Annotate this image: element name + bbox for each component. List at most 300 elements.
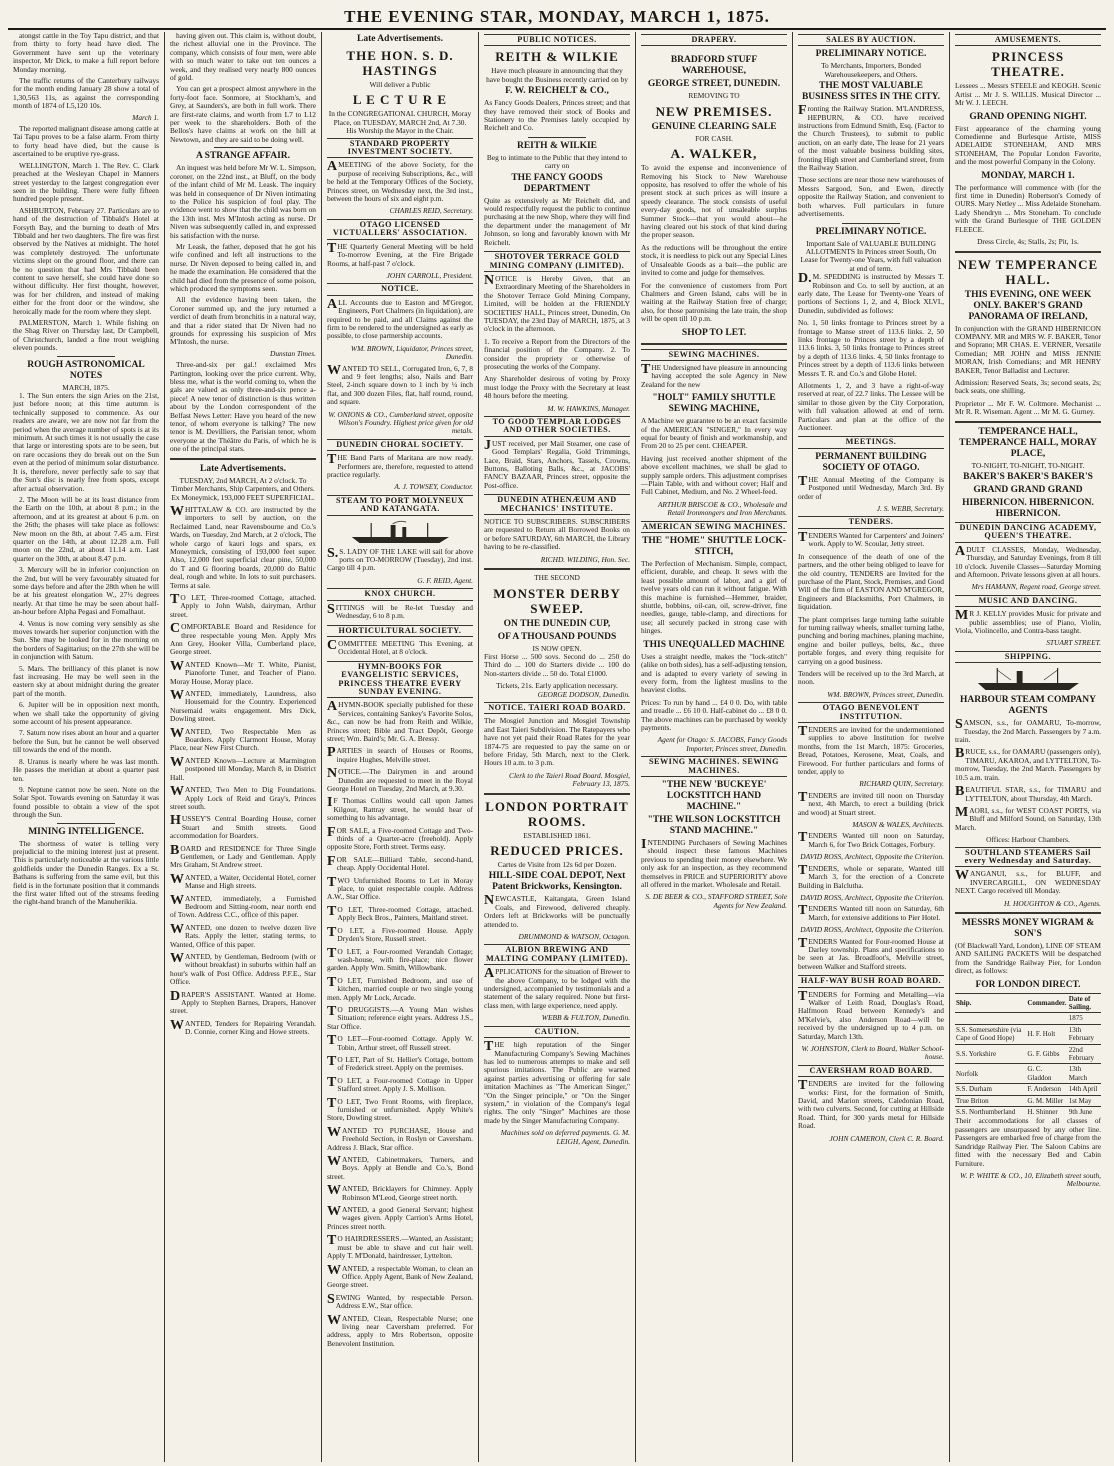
ad-line: ESTABLISHED 1861. bbox=[523, 830, 591, 840]
column-2-news bbox=[164, 32, 321, 1462]
advertisement: As the reductions will be throughout the entire stock, it is needless to pick out any Special Lines of Unsaleable Goods as a bait—the public are invited to come and judge for themselves. bbox=[641, 242, 787, 278]
advertisement: In consequence of the death of one of the partners, and the other being obliged to leave for the old country, TENDERS are Invited for the purchase of the Plant, Stock, Premises, and Good Will of the firm of EASTON AND M'GREGOR, Engineers and Blacksmiths, Port Chalmers, in liquidation. bbox=[798, 551, 944, 612]
ad-signature: RICHARD QUIN, Secretary. bbox=[859, 779, 944, 789]
ad-signature: W. ONIONS & CO., Cumberland street, opposite Wilson's Foundry. Highest price given for old metals. bbox=[328, 409, 473, 436]
steamship-icon bbox=[970, 666, 1087, 692]
ad-signature: Clerk to the Taieri Road Board. Mosgiel, February 13, 1875. bbox=[509, 770, 630, 789]
ad-heading: STEAM TO PORT MOLYNEUX AND KATANGATA. bbox=[327, 495, 473, 516]
ad-heading: HYMN-BOOKS FOR EVANGELISTIC SERVICES, PRINCESS THEATRE EVERY SUNDAY EVENING. bbox=[327, 661, 473, 699]
ad-signature: W. P. WHITE & CO., 10, Elizabeth street south, Melbourne. bbox=[960, 1170, 1101, 1189]
ad-line: Offices: Harbour Chambers. bbox=[986, 835, 1070, 845]
ad-line: Beg to intimate to the Public that they intend to carry on bbox=[486, 152, 628, 171]
ad-heading: TEMPERANCE HALL, TEMPERANCE HALL, MORAY PLACE, bbox=[959, 426, 1097, 459]
ad-heading: OTAGO LICENSED VICTUALLERS' ASSOCIATION. bbox=[327, 219, 473, 240]
ad-heading: THE "HOME" SHUTTLE LOCK-STITCH, bbox=[642, 536, 786, 558]
ad-heading: THIS EVENING, ONE WEEK ONLY. BAKER'S GRAND PANORAMA OF IRELAND, bbox=[964, 289, 1092, 322]
advertisement: NOTICE TO SUBSCRIBERS. SUBSCRIBERS are requested to Return all Borrowed Books on or before SATURDAY, 6th MARCH, the Library having to be re-classified. bbox=[484, 517, 630, 552]
ad-heading: PERMANENT BUILDING SOCIETY OF OTAGO. bbox=[815, 451, 927, 473]
ad-heading: REDUCED PRICES. bbox=[490, 843, 624, 858]
section-title-late-ads: Late Advertisements. bbox=[356, 34, 443, 44]
section-title-meetings: MEETINGS. bbox=[798, 436, 944, 448]
sailing-schedule-table bbox=[955, 993, 1101, 1118]
news-paragraph: All the evidence having been taken, the Coroner summed up, and the jury returned a verdict of death from bronchitis in a natural way, and that a rider stated that Dr Niven had no grounds for expressing his suspicion of Mrs M'Intosh, the nurse. bbox=[170, 295, 316, 347]
advertisement: MAORI, s.s., for WEST COAST PORTS, via Bluff and Milford Sound, on Saturday, 13th March. bbox=[955, 804, 1101, 832]
ad-heading: LONDON PORTRAIT ROOMS. bbox=[485, 798, 629, 829]
ad-heading: PRELIMINARY NOTICE. bbox=[815, 49, 927, 60]
ad-line: Tickets, 21s. Early application necessary. bbox=[496, 681, 618, 691]
ad-heading: TO GOOD TEMPLAR LODGES AND OTHER SOCIETIES. bbox=[484, 416, 630, 437]
news-paragraph: The reported malignant disease among cattle at Tai Tapu proves to be a false alarm. From thirty to forty head have died, but the cause is ascertained to be eruptive rye-grass. bbox=[13, 124, 159, 159]
advertisement: First Horse ... 500 sovs. Second do ... 250 do Third do ... 100 do Starters divide ... 100 do Non-starters divide ... 50 do. Total £1000. bbox=[484, 651, 630, 678]
steamship-icon bbox=[342, 519, 459, 545]
advertisement: Having just received another shipment of the above excellent machines, we shall be glad to supply sample orders. This adjustment comprises—Plain Table, with and without cover; Half and Full Cabinet, Medium, and No. 2 Wheel-feed. bbox=[641, 453, 787, 497]
advertisement: AMEETING of the above Society, for the purpose of receiving Subscriptions, &c., will be held at the Temporary Offices of the Society, Princes street, on Wednesday next, the 3rd inst., between the hours of six and eight p.m. bbox=[327, 159, 473, 204]
ad-heading: NOTICE. TAIERI ROAD BOARD. bbox=[484, 702, 630, 714]
ad-heading: GEORGE STREET, DUNEDIN. bbox=[647, 79, 781, 90]
ad-heading: BRADFORD STUFF WAREHOUSE, bbox=[670, 55, 758, 77]
ad-line: Have much pleasure in announcing that they have bought the Business recently carried on by bbox=[486, 66, 628, 84]
advertisement: The performance will commence with (for the first time in Dunedin) Robertson's Comedy of OURS. Mary Netley ... Miss Adelaide Stoneham. Lady Shendryn ... Mrs Stoneham. To conclude with the Grand Burlesque of THE GOLDEN FLEECE. bbox=[955, 182, 1101, 234]
divider bbox=[170, 458, 316, 460]
section-title-shipping: SHIPPING. bbox=[955, 651, 1101, 663]
ad-heading: THIS UNEQUALLED MACHINE bbox=[643, 639, 785, 650]
advertisement: Proprietor ... Mr F. W. Coltmore. Mechanist ... Mr R. R. Wiseman. Agent ... Mr M. G. Gurney. bbox=[955, 398, 1101, 417]
advertisement: The Mosgiel Junction and Mosgiel Township and East Taieri Subdivision. The Ratepayers who have not yet paid their Road Rates for the year 1874-75 are requested to pay the same on or before Friday, 5th March, next to the Clerk. Hours 10 a.m. to 3 p.m. bbox=[484, 716, 630, 768]
advertisement: TO LET—Four-roomed Cottage. Apply W. Tobin, Arthur street, off Russell street. bbox=[327, 1033, 473, 1052]
ad-heading: HORTICULTURAL SOCIETY. bbox=[327, 625, 473, 637]
news-paragraph: 6. Jupiter will be in opposition next month, when we shall take the opportunity of giving some account of his present appearance. bbox=[13, 700, 159, 727]
advertisement: WHITTALAW & CO. are instructed by the importers to sell by auction, on the Reclaimed Land, near Ravensbourne and Co.'s Wards, on Tuesday, 2nd March, at 2 o'clock, The whole cargo of kauri logs and spars, ex Moneymick, consisting of 193,000 feet super. Also, 12,000 feet superficial clear pine, 50,000 do T and G flooring boards, 20,000 do Baltic deal, rough and white. In lots to suit purchasers. Terms at sale. bbox=[170, 503, 316, 590]
ad-heading: "THE NEW 'BUCKEYE' LOCKSTITCH HAND MACHINE." bbox=[661, 779, 767, 812]
advertisement: WANTED, Two Men to Dig Foundations. Apply Lock of Reid and Gray's, Princes street south. bbox=[170, 784, 316, 811]
column-container bbox=[8, 32, 1106, 1462]
column-4-public-notices bbox=[478, 32, 635, 1462]
ad-signature: GEORGE DODSON, Dunedin. bbox=[537, 689, 630, 699]
table-cell: True Briton bbox=[955, 1095, 1026, 1106]
advertisement: BEAUTIFUL STAR, s.s., for TIMARU and LYTTELTON, about Thursday, 4th March. bbox=[955, 784, 1101, 803]
news-paragraph: having given out. This claim is, without doubt, the richest alluvial one in the Province. The company, which consists of four men, were able with so much water to take out ten ounces a week, and they realised very nearly 800 ounces of gold. bbox=[170, 32, 316, 83]
ad-signature: G. F. REID, Agent. bbox=[417, 575, 473, 585]
ad-heading: SEWING MACHINES. SEWING MACHINES. bbox=[641, 756, 787, 777]
advertisement: TENDERS are invited for the following works: First, for the formation of Smith, David, and Marion streets, Caledonian Road, with two culverts. Second, for cutting at Hillside Road. Third, for 300 yards metal for Hillside Road. bbox=[798, 1078, 944, 1131]
ad-signature: A. J. TOWSEY, Conductor. bbox=[394, 482, 473, 492]
article-title-astronomical: ROUGH ASTRONOMICAL NOTES bbox=[27, 359, 145, 381]
advertisement: TENDERS, whole or separate, Wanted till March 3, for the erection of a Concrete Building in Balclutha. bbox=[798, 862, 944, 890]
news-paragraph: 1. The Sun enters the sign Aries on the 21st, just before noon; at this time autumn is technically supposed to commence. As our readers are aware, we are now not far from the period when the average number of spots is at its minimum. At such times it is not usually the case that large or interesting spots are to be seen, but on rare occasions they do break out on the Sun even at the period of minimum solar disturbance. It is, therefore, never perfectly safe to say that the Sun's disc is nearly free from spots, except after actual observation. bbox=[13, 391, 159, 493]
advertisement: D.M. SPEDDING is instructed by Messrs T. Robinson and Co. to sell by auction, at an early date, The Lease for Twenty-one Years of portions of Sections 1, 2, and 4, Block XLVI., Dunedin, subdivided as follows: bbox=[798, 271, 944, 315]
table-row bbox=[955, 1084, 1101, 1095]
ad-signature: DRUMMOND & WATSON, Octagon. bbox=[518, 932, 630, 942]
advertisement: INTENDING Purchasers of Sewing Machines should inspect these famous Machines previous to spending their money elsewhere. We only ask for an inspection, as they recommend themselves in PRICE and SUPERIORITY above all offered in the market. Wholesale and Retail. bbox=[641, 836, 787, 889]
ad-heading: STANDARD PROPERTY INVESTMENT SOCIETY. bbox=[327, 138, 473, 159]
ad-heading: ALBION BREWING AND MALTING COMPANY (LIMITED). bbox=[484, 944, 630, 965]
dateline: MARCH, 1875. bbox=[62, 382, 110, 392]
advertisement: Lessees ... Messrs STEELE and KEOGH. Scenic Artist ... Mr J. S. WILLIS. Musical Director ... Mr W. J. LEECH. bbox=[955, 81, 1101, 108]
ad-heading: A. WALKER, bbox=[670, 146, 758, 162]
article-title-mining: MINING INTELLIGENCE. bbox=[28, 826, 144, 837]
advertisement: TENDERS Wanted till noon on Saturday, 6th March, for extensive additions to Pier Hotel. bbox=[798, 903, 944, 922]
divider bbox=[528, 137, 586, 138]
news-paragraph: Three-and-six per gal.! exclaimed Mrs Partington, looking over the price current. Why, bless me, what is the world coming to, when the gals are valued as only three-and-six pence a-piece! A new tenor of distinction is thus written about by the London correspondent of the Belfast News Letter: Have you heard of the new tenor, of whom everyone is talking? The new tenor is M. Devilliers, the Parisian tenor, whom everyone at the Théâtre du Paris, of which he is one of the principal stars. bbox=[170, 360, 316, 454]
advertisement: A Machine we guarantee to be an exact facsimile of the AMERICAN "SINGER," In every way equal for beauty of finish and workmanship, and From 20 to 25 per cent. CHEAPER. bbox=[641, 416, 787, 451]
advertisement: Those sections are near those new warehouses of Messrs Sargood, Son, and Ewen, directly opposite the Railway Station, and convenient to both wharves. Full particulars in future advertisements. bbox=[798, 175, 944, 219]
ad-signature: JOHN CAMERON, Clerk C. R. Board. bbox=[829, 1133, 944, 1143]
advertisement: ALL Accounts due to Easton and M'Gregor, Engineers, Port Chalmers (in liquidation), are required to be paid, and all Claims against the firm to be rendered to the undersigned as early as possible, to close partnership accounts. bbox=[327, 296, 473, 341]
table-cell: 1st May bbox=[1068, 1095, 1101, 1106]
ad-heading: GENUINE CLEARING SALE bbox=[651, 121, 777, 132]
news-paragraph: PALMERSTON, March 1. While fishing on the Shag River on Thursday last, Dr Campbell, of Christchurch, landed a fine trout weighing eleven pounds. bbox=[13, 318, 159, 353]
ad-heading: BAKER'S BAKER'S BAKER'S bbox=[963, 471, 1093, 482]
table-row bbox=[955, 1044, 1101, 1064]
advertisement: TO LET, Three-roomed Cottage, attached. Apply Beck Bros., Painters, Maitland street. bbox=[327, 903, 473, 923]
ad-heading: GRAND OPENING NIGHT. bbox=[969, 111, 1087, 122]
section-title-public-notices: PUBLIC NOTICES. bbox=[484, 34, 630, 46]
advertisement: First appearance of the charming young Comedienne and Burlesque Artiste, MISS ADELAIDE STONEHAM, AND MRS STONEHAM, The Popular London Favorite, and the most powerful Company in the Colony. bbox=[955, 123, 1101, 167]
table-cell: 13th February bbox=[1068, 1024, 1101, 1044]
advertisement: IF Thomas Collins would call upon James Kilgour, Rattray street, he would hear of something to his advantage. bbox=[327, 795, 473, 823]
advertisement: TENDERS for Forming and Metalling—via Walker of Leith Road, Douglas's Road, Halfmoon Road between Kennedy's and M'Kelvie's, also Anderson Road—will be received by the undersigned up to 4 p.m. on Saturday, March 13th. bbox=[798, 988, 944, 1041]
ad-line: Dress Circle, 4s; Stalls, 2s; Pit, 1s. bbox=[977, 237, 1079, 247]
ad-signature: WEBB & FULTON, Dunedin. bbox=[541, 1013, 630, 1023]
section-title-drapery: DRAPERY. bbox=[641, 34, 787, 46]
ad-heading: FOR LONDON DIRECT. bbox=[975, 979, 1081, 990]
advertisement: The plant comprises large turning lathe suitable for turning railway wheels, smaller turning lathe, punching and boring machines, planing machine, engine and boiler pulleys, belts, &c., three portable forges, and every thing requisite for carrying on a good business. bbox=[798, 614, 944, 666]
ad-line: His Worship the Mayor in the Chair. bbox=[346, 126, 454, 136]
advertisement: TO HAIRDRESSERS.—Wanted, an Assistant; must be able to shave and cut hair well. Apply T. M'Donald, hairdresser, Lyttelton. bbox=[327, 1233, 473, 1261]
advertisement: As Fancy Goods Dealers, Princes street; and that they have removed their stock of Books and Stationery to the Premises lately occupied by Reichelt and Co. bbox=[484, 98, 630, 133]
advertisement: MR J. KELLY provides Music for private and public assemblies; use of Piano, Violin, Viola, Violincello, and Contra-bass taught. bbox=[955, 608, 1101, 636]
ad-heading: DUNEDIN CHORAL SOCIETY. bbox=[327, 439, 473, 451]
section-title-sewing: SEWING MACHINES. bbox=[641, 349, 787, 361]
advertisement: PARTIES in search of Houses or Rooms, inquire Hughes, Melville street. bbox=[327, 745, 473, 764]
ad-heading: CAVERSHAM ROAD BOARD. bbox=[798, 1065, 944, 1077]
column-1-news bbox=[8, 32, 164, 1462]
table-year: 1875 bbox=[1068, 1013, 1101, 1024]
divider bbox=[214, 147, 272, 148]
advertisement: WANTED TO SELL, Corrugated Iron, 6, 7, 8 and 9 feet lengths; also, Nails and Barr Steel, 2-inch square down to 1 inch by ¼ inch flat, and 300 dozen Files, flat, half round, round, and square. bbox=[327, 362, 473, 407]
ad-heading: REITH & WILKIE bbox=[495, 49, 619, 65]
advertisement: SEWING Wanted, by respectable Person. Address E.W., Star office. bbox=[327, 1291, 473, 1311]
advertisement: THE Undersigned have pleasure in announcing having accepted the sole Agency in New Zealand for the new bbox=[641, 361, 788, 389]
table-cell: Norfolk bbox=[955, 1064, 1026, 1084]
advertisement: WANTED Known—Lecture at Marmington postponed till Monday, March 8, in District Hall. bbox=[170, 754, 316, 782]
advertisement: NOTICE is Hereby Given, that an Extraordinary Meeting of the Shareholders in the Shotover Terrace Gold Mining Company, Limited, will be holden at the FRIENDLY SOCIETIES' HALL, Princes street, Dunedin, On TUESDAY, the 23rd Day of MARCH, 1875, at 3 o'clock in the afternoon. bbox=[484, 272, 630, 334]
ad-signature: CHARLES REID, Secretary. bbox=[389, 206, 473, 216]
divider bbox=[641, 343, 787, 345]
advertisement: WANTED, by Gentleman, Bedroom (with or without breakfast) in suburbs within half an hour's walk of Post Office. Address P.F.E., Star Office. bbox=[170, 951, 316, 987]
column-7-amusements-shipping bbox=[949, 32, 1106, 1462]
advertisement: TO LET, Two Front Rooms, with fireplace, furnished or unfurnished. Apply White's Store, Dowling street. bbox=[327, 1095, 473, 1123]
advertisement: No. 1, 50 links frontage to Princes street by a frontage to Manse street of 113.6 links. 2, 50 links frontage to Princes street by a depth of 113.6 links. 3, 50 links frontage to Princes street by a depth of 113.6 links. 4, 50 links frontage to Princes street by a depth of 113.6 links between Messrs T. R. and Co.'s and Globe Hotel. bbox=[798, 318, 944, 378]
news-paragraph: ASHBURTON, February 27. Particulars are to hand of the destruction of Tibbald's Hotel at Forsyth Bay, and the burning to death of Mrs Tibbald and her two daughters. The fire was first observed by the Natives at midnight. The hotel was completely destroyed. The unfortunate victims slept on the ground floor, and there can be no question that had Mrs Tibbald been content to save herself, she could have done so without difficulty. Her first thought, however, was for her children, and instead of making either for the front door or the window, she heroically made for the room where they slept. bbox=[13, 205, 159, 316]
news-paragraph: You can get a prospect almost anywhere in the forty-foot face. Sonmore, at Stockham's, and Grey, at Saunders's, are both in full work. There are first-rate claims, and worth from L7 to L12 per week to the shareholders. Both of the Bellos's have claims at work on the hill at Newtown, and they are said to be doing well. bbox=[170, 84, 316, 144]
table-cell: G. C. Gladdon bbox=[1026, 1064, 1067, 1084]
advertisement: SITTINGS will be Re-let Tuesday and Wednesday, 6 to 8 p.m. bbox=[327, 601, 473, 621]
advertisement: To avoid the expense and inconvenience of Removing his Stock to New Warehouse opposite, has resolved to offer the whole of his present stock at such prices as will insure a speedy clearance. The stock consists of useful every-day goods, not of unsaleable surplus Summer Stock—that you would about—he having cleared out his stock of that kind during the proper season. bbox=[641, 163, 787, 240]
ad-heading: CAUTION. bbox=[484, 1026, 630, 1038]
advertisement: FOR SALE, a Five-roomed Cottage and Two-thirds of a Quarter-acre (freehold). Apply opposite Store, Forth street. Terms easy. bbox=[327, 824, 473, 852]
ad-heading: PRELIMINARY NOTICE. bbox=[815, 226, 927, 237]
divider bbox=[842, 223, 900, 224]
ad-line: In the CONGREGATIONAL CHURCH, Moray Place, on TUESDAY, MARCH 2nd, At 7.30. bbox=[328, 109, 472, 127]
ad-signature: ARTHUR BRISCOE & CO., Wholesale and Retail Ironmongers and Iron Merchants. bbox=[657, 499, 787, 518]
table-cell: G. M. Miller bbox=[1026, 1095, 1067, 1106]
news-paragraph: 2. The Moon will be at its least distance from the Earth on the 10th, at about 8 p.m.; in the afternoon, and at its greatest at about 6 p.m. on the 26th; the phases will take place as follows: New moon on the 8th, at about 7.45 a.m. First quarter on the 14th, at about 12.28 a.m. Full moon on the 22nd, at about 11.14 a.m. Last quarter on the 30th, at about 8.47 p.m. bbox=[13, 494, 159, 563]
advertisement: THE Annual Meeting of the Company is Postponed until Wednesday, March 3rd. By order of bbox=[798, 473, 944, 501]
table-cell: H. F. Holt bbox=[1026, 1024, 1067, 1044]
news-paragraph: atongst cattle in the Toy Tapu district, and that from thirty to forty head have died. The Government have sent up the veterinary inspector, Mr Dick, to make a full report before Monday morning. bbox=[13, 32, 159, 74]
advertisement: Quite as extensively as Mr Reichelt did, and would respectfully request the public to continue purchasing at the new Shop, where they will find the department under the management of Mr Johnson, so long and favorably known with Mr Reichelt. bbox=[484, 195, 630, 247]
ad-heading: ON THE DUNEDIN CUP, bbox=[503, 618, 611, 629]
column-6-auctions bbox=[792, 32, 949, 1462]
table-row bbox=[955, 1024, 1101, 1044]
news-paragraph: Mr Leask, the father, deposed that he got his wife confined and left all instructions to the nurse. Dr Niven deposed to being called in, and he made the examination. He considered that the child had died from the presence of some poison, which produced the symptoms seen. bbox=[170, 241, 316, 293]
ad-heading: L E C T U R E bbox=[352, 92, 448, 108]
news-paragraph: An inquest was held before Mr W. L. Simpson, coroner, on the 22nd inst., at Bluff, on the body of the infant child of Mr M. Leask. The inquiry was held in consequence of Dr Niven intimating to the Police his suspicion of foul play. The evidence went to show that the child was born on the 13th inst. Mrs M'Intosh acting as nurse. Dr Niven was subsequently called in, and expressed his satisfaction with the nurse. bbox=[170, 163, 316, 240]
ad-signature: WM. BROWN, Princes street, Dunedin. bbox=[827, 689, 944, 699]
article-title-strange-affair: A STRANGE AFFAIR. bbox=[195, 151, 291, 162]
advertisement: S.S. LADY OF THE LAKE will sail for above ports on TO-MORROW (Tuesday), 2nd inst. Cargo till 4 p.m. bbox=[327, 545, 473, 573]
ad-heading: OTAGO BENEVOLENT INSTITUTION. bbox=[798, 702, 944, 723]
table-cell: H. Shinner bbox=[1026, 1107, 1067, 1118]
advertisement: COMMITTEE MEETING This Evening, at Occidental Hotel, at 8 o'clock. bbox=[327, 637, 473, 657]
advertisement: BOARD and RESIDENCE for Three Single Gentlemen, or Lady and Gentleman. Apply Mrs Graham, St Andrew street. bbox=[170, 842, 316, 870]
ad-heading: AMERICAN SEWING MACHINES. bbox=[641, 521, 787, 533]
news-paragraph: 5. Mars. The brilliancy of this planet is now fast increasing. He may be well seen in the eastern sky at about midnight during the greater part of the month. bbox=[13, 663, 159, 698]
dateline: March 1. bbox=[132, 112, 159, 122]
ad-heading: F. W. REICHELT & CO., bbox=[505, 86, 609, 97]
advertisement: AHYMN-BOOK specially published for these Services, containing Sankey's Favorite Solos, &c., can now be had from Reith and Wilkie, Princes street; Bible and Tract Depôt, George street; Wm. Baird's; Mr. G. A. Bressy. bbox=[327, 699, 473, 743]
advertisement: WANTED, a respectable Woman, to clean an Office. Apply Agent, Bank of New Zealand, George street. bbox=[327, 1262, 473, 1290]
ad-signature: J. S. WEBB, Secretary. bbox=[876, 504, 944, 514]
news-paragraph: 8. Uranus is nearly where he was last month. He passes the meridian at about a quarter past ten. bbox=[13, 756, 159, 783]
ad-signature: WM. BROWN, Liquidator, Princes street, Dunedin. bbox=[350, 343, 473, 362]
section-title-tenders: TENDERS. bbox=[798, 516, 944, 528]
ad-heading: "THE WILSON LOCKSTITCH STAND MACHINE." bbox=[647, 814, 781, 836]
table-cell: 22nd February bbox=[1068, 1044, 1101, 1064]
ad-heading: HALF-WAY BUSH ROAD BOARD. bbox=[798, 975, 944, 987]
advertisement: For the convenience of customers from Port Chalmers and Green Island, cabs will be in waiting at the Railway Station free of charge; also, for those patronising the late train, the shop will be open till 10 p.m. bbox=[641, 280, 787, 324]
advertisement: TENDERS Wanted for Carpenters' and Joiners' work. Apply to W. Scoular, Jetty street. bbox=[798, 529, 944, 549]
ad-signature: STUART STREET. bbox=[1046, 638, 1101, 648]
column-3-late-ads bbox=[321, 32, 478, 1462]
advertisement: WANTED, immediately, Laundress, also Housemaid for the Country. Experienced Nursemaid waits engagement. Mrs Dick, Dowling street. bbox=[170, 688, 316, 724]
ad-heading: REITH & WILKIE bbox=[516, 140, 598, 151]
ad-heading: SHOP TO LET. bbox=[681, 327, 747, 338]
news-paragraph: 9. Neptune cannot now be seen. Note on the Solar Spot. Towards evening on Saturday it was found possible to obtain a view of the spot through the Sun. bbox=[13, 784, 159, 820]
advertisement: APPLICATIONS for the situation of Brewer to the above Company, to be lodged with the undersigned, accompanied by testimonials and a statement of the salary required. None but first-class men, with large experience, need apply. bbox=[484, 966, 630, 1010]
advertisement: In conjunction with the GRAND HIBERNICON COMPANY. MR and MRS W. F. BAKER, Tenor and Soprano; MR CHAS. E. VERNER, Versatile Comedian; MR JOHN and MISS JENNIE MORAN, Irish Comedians; and MR HENRY BAKER, Tenor Balladist and Lecturer. bbox=[955, 323, 1101, 375]
ad-heading: MESSRS MONEY WIGRAM & SON'S bbox=[961, 917, 1095, 939]
ad-line: Cartes de Visite from 12s 6d per Dozen. bbox=[497, 860, 617, 869]
advertisement: TO LET, Furnished Bedroom, and use of kitchen, married couple or two single young men. Apply Mr Lock, Arcade. bbox=[327, 974, 473, 1002]
news-paragraph: The traffic returns of the Canterbury railways for the month ending January 28 show a total of 1,30,563 11s, as against the corresponding month of 1874 of L5,120 10s. bbox=[13, 76, 159, 111]
ad-signature: Machines sold on deferred payments. G. M. LEIGH, Agent, Dunedin. bbox=[500, 1128, 630, 1146]
ad-signature: Mrs HAMANN, Regent road, George street. bbox=[971, 582, 1101, 592]
table-row bbox=[955, 1095, 1101, 1106]
advertisement: WANTED, Two Respectable Men as Boarders. Apply Clarmont House, Moray Place, near New First Church. bbox=[170, 725, 316, 753]
advertisement: HUSSEY'S Central Boarding House, corner Stuart and Smith streets. Good accommodation for Boarders. bbox=[170, 813, 316, 841]
advertisement: NEWCASTLE, Kaitangata, Green Island Coals, and Firewood, delivered cheaply. Orders left at Brickworks will be punctually attended to. bbox=[484, 893, 630, 929]
masthead-title: THE EVENING STAR, MONDAY, MARCH 1, 1875. bbox=[8, 6, 1106, 30]
ad-heading: HILL-SIDE COAL DEPOT, Next Patent Brickworks, Kensington. bbox=[488, 871, 626, 893]
advertisement: WANTED, Bricklayers for Chimney. Apply Robinson M'Leod, George street north. bbox=[327, 1183, 473, 1202]
advertisement: The Perfection of Mechanism. Simple, compact, efficient, durable, and cheap. It sews with the least possible amount of labor, and a girl of twelve years old can run it without fatigue. With this machine is furnished—Hemmer, braider, shuttle, bobbins, oil-can, oil, screw-driver, fine needles, gauge, table-clamp, and directions for use; all securely packed in strong case with hinges. bbox=[641, 559, 787, 636]
table-cell: 9th June bbox=[1068, 1107, 1101, 1118]
ad-heading: THE FANCY GOODS DEPARTMENT bbox=[511, 172, 603, 194]
table-cell: 13th March bbox=[1068, 1064, 1101, 1084]
ad-heading: "HOLT" FAMILY SHUTTLE SEWING MACHINE, bbox=[652, 393, 776, 415]
advertisement: Fronting the Railway Station. M'LANDRESS, HEPBURN, & CO. have received instructions from Edmund Smith, Esq. (Factor to the Church Trustees), to submit to public auction, on an early date, The lease for 21 years of the most valuable business building sites, fronting High street and Cumberland street, from the Railway Station. bbox=[798, 103, 944, 173]
news-paragraph: 7. Saturn now rises about an hour and a quarter before the Sun, but he cannot be well observed till towards the end of the month. bbox=[13, 728, 159, 755]
ad-heading: KNOX CHURCH. bbox=[327, 588, 473, 600]
advertisement: Allotments 1, 2, and 3 have a right-of-way reserved at rear, of 22.7 links. The Lessee will be similar to those given by the City Corporation, with full valuation allowed at end of term. Particulars and plan at the office of the Auctioneer. bbox=[798, 381, 944, 433]
advertisement: THE Band Parts of Maritana are now ready. Performers are, therefore, requested to attend practice regularly. bbox=[327, 452, 473, 480]
ad-signature: DAVID ROSS, Architect, Opposite the Criterion. bbox=[800, 852, 944, 862]
ad-line: Important Sale of VALUABLE BUILDING ALLOTMENTS In Princes street South, On Lease for Twenty-one Years, with full valuation at end of term. bbox=[800, 238, 942, 273]
table-header: Commander. bbox=[1026, 993, 1067, 1013]
table-cell: S.S. Northumberland bbox=[955, 1107, 1026, 1118]
advertisement: FOR SALE—Billiard Table, second-hand, cheap. Apply Occidental Hotel. bbox=[327, 853, 473, 873]
advertisement: WANTED, Clean, Respectable Nurse; one living near Caversham preferred. For address, apply to Mrs Robertson, opposite Benevolent Institution. bbox=[327, 1312, 473, 1348]
advertisement: WANTED Known—Mr T. White, Pianist, Pianoforte Tuner, and Teacher of Piano. Moray House, Moray place. bbox=[170, 658, 316, 686]
advertisement: COMFORTABLE Board and Residence for three respectable young Men. Apply Mrs Ann Grey, Hooker Villa, Cumberland place, George street. bbox=[170, 621, 316, 657]
ad-heading: PRINCESS THEATRE. bbox=[991, 49, 1065, 80]
advertisement: WANTED, immediately, a Furnished Bedroom and Sitting-room, near north end of Town. Address C.C., office of this paper. bbox=[170, 892, 316, 920]
ad-heading: OF A THOUSAND POUNDS bbox=[497, 631, 617, 642]
ad-heading: NEW TEMPERANCE HALL. bbox=[957, 256, 1099, 287]
advertisement: TO LET, Part of St. Hellier's Cottage, bottom of Frederick street. Apply on the premises. bbox=[327, 1053, 473, 1073]
column-5-drapery bbox=[635, 32, 792, 1462]
ad-signature: M. W. HAWKINS, Manager. bbox=[547, 403, 630, 413]
ad-signature: S. DE BEER & CO., STAFFORD STREET, Sole Agents for New Zealand. bbox=[645, 892, 787, 910]
table-cell: S.S. Durham bbox=[955, 1084, 1026, 1095]
ad-heading: MUSIC AND DANCING. bbox=[955, 595, 1101, 607]
advertisement: TENDERS are invited till noon on Thursday next, 4th March, to erect a building (brick and wood) at Stuart street. bbox=[798, 789, 944, 817]
divider bbox=[955, 251, 1101, 253]
ad-heading: MONDAY, MARCH 1. bbox=[981, 170, 1075, 181]
table-cell: F. Anderson bbox=[1026, 1084, 1067, 1095]
advertisement: TO LET, Three-roomed Cottage, attached. Apply to John Walsh, dairyman, Arthur street. bbox=[170, 591, 316, 619]
ad-signature: RICHD. WILDING, Hon. Sec. bbox=[540, 554, 630, 564]
table-cell: S.S. Somersetshire (via Cape of Good Hope) bbox=[955, 1024, 1026, 1044]
divider bbox=[955, 421, 1101, 423]
ad-heading: SOUTHLAND STEAMERS Sail every Wednesday and Saturday. bbox=[955, 847, 1101, 868]
advertisement: Their accommodations for all classes of passengers are unsurpassed by any other line. Passengers are embarked free of charge from the Sandridge Railway Pier. The Saloon Cabins are fitted with the necessary Bed and Cabin Furniture. bbox=[955, 1116, 1101, 1168]
advertisement: Tenders will be received up to the 3rd March, at noon. bbox=[798, 668, 944, 687]
table-row bbox=[955, 1064, 1101, 1084]
ad-line: FOR CASH. bbox=[695, 133, 733, 143]
ad-heading: DUNEDIN DANCING ACADEMY, QUEEN'S THEATRE. bbox=[955, 522, 1101, 543]
advertisement: WANTED, Tenders for Repairing Verandah. D. Connie, corner King and Howe streets. bbox=[170, 1017, 316, 1037]
table-cell: 14th April bbox=[1068, 1084, 1101, 1095]
news-paragraph: The shortness of water is telling very prejudicial to the mining interest just at present. This is particularly noticeable at the various little goldfields under the Dunedin Ranges. Ex a St. Bathans is suffering from the same evil, but this field is in the fortunate position that it commands the first water lifted out of the streams feeding the right-hand branch of the Manuherikia. bbox=[13, 838, 159, 907]
advertisement: TO DRUGGISTS.—A Young Man wishes Situation; reference eight years. Address J.S., Star Office. bbox=[327, 1003, 473, 1031]
table-cell: S.S. Yorkshire bbox=[955, 1044, 1026, 1064]
advertisement: JUST received, per Mail Steamer, one case of Good Templars' Regalia, Gold Trimmings, Lace, Braid, Stars, Anchors, Tassels, Crowns, Buttons, Balloting Balls, &c., at JACOBS' FANCY BAZAAR, Princes street, opposite the Post-office. bbox=[484, 437, 630, 490]
ad-heading: HIBERNICON. HIBERNICON. HIBERNICON. bbox=[962, 497, 1094, 519]
ad-signature: Agent for Otago: S. JACOBS, Fancy Goods Importer, Princes street, Dunedin. bbox=[657, 735, 787, 753]
news-paragraph: WELLINGTON, March 1. The Rev. C. Clark preached at the Wesleyan Chapel in Manners street yesterday to the largest congregation ever seen in the building. There were fully fifteen hundred people present. bbox=[13, 160, 159, 204]
advertisement: 1. To receive a Report from the Directors of the financial position of the Company. 2. To consider the propriety or otherwise of prosecuting the works of the Company. bbox=[484, 336, 630, 371]
ad-heading: DUNEDIN ATHENÆUM AND MECHANICS' INSTITUTE. bbox=[484, 494, 630, 515]
divider bbox=[484, 568, 630, 570]
ad-signature: H. HOUGHTON & CO., Agents. bbox=[1003, 898, 1101, 908]
divider bbox=[57, 356, 115, 357]
ad-line: TO-NIGHT, TO-NIGHT, TO-NIGHT. bbox=[971, 460, 1085, 470]
advertisement: TO LET, a Four-roomed Verandah Cottage; wash-house, with fire-place; nice flower garden. Apply Wm. Smith, Willowbank. bbox=[327, 945, 473, 973]
table-header: Ship. bbox=[955, 993, 1026, 1013]
advertisement: WANTED, a good General Servant; highest wages given. Apply Carrion's Arms Hotel, Princes street north. bbox=[327, 1204, 473, 1231]
ad-line: IS NOW OPEN. bbox=[532, 643, 582, 653]
ad-heading: GRAND GRAND GRAND bbox=[973, 484, 1083, 495]
ad-heading: SHOTOVER TERRACE GOLD MINING COMPANY (LIMITED). bbox=[484, 251, 630, 272]
news-paragraph: 4. Venus is now coming very sensibly as she moves towards her superior conjunction with the Sun. She may be looked for in the morning on the borders of Sagittarius; on the 27th she will be in conjunction with Saturn. bbox=[13, 618, 159, 662]
ad-heading: NEW PREMISES. bbox=[655, 103, 773, 119]
advertisement: ADULT CLASSES, Monday, Wednesday, Thursday, and Saturday Evenings, from 8 till 10 o'clock. Juvenile Classes—Saturday Morning and Afternoon. Private lessons given at all hours. bbox=[955, 543, 1101, 579]
ad-signature: W. JOHNSTON, Clerk to Board, Walker School-house. bbox=[801, 1044, 944, 1062]
advertisement: Uses a straight needle, makes the "lock-stitch" (alike on both sides), has a self-adjusting tension, and is adapted to every variety of sewing in every form, from the lightest muslins to the heaviest cloths. bbox=[641, 651, 787, 695]
table-cell: G. F. Gibbs bbox=[1026, 1044, 1067, 1064]
advertisement: WANTED, one dozen to twelve dozen live Rats. Apply the letter, stating terms, to Wanted, Office of this paper. bbox=[170, 921, 316, 949]
section-title-auctions: SALES BY AUCTION. bbox=[798, 34, 944, 46]
divider bbox=[955, 912, 1101, 914]
advertisement: Any Shareholder desirous of voting by Proxy must lodge the Proxy with the Secretary at least 48 hours before the meeting. bbox=[484, 374, 630, 401]
advertisement: WANTED TO PURCHASE, House and Freehold Section, in Roslyn or Caversham. Address J. Black, Star office. bbox=[327, 1124, 473, 1152]
advertisement: TWO Unfurnished Rooms to Let in Moray place, to quiet respectable couple. Address A.W., Star Office. bbox=[327, 874, 473, 902]
ad-signature: MASON & WALES, Architects. bbox=[852, 820, 944, 830]
advertisement: BRUCE, s.s., for OAMARU (passengers only), TIMARU, AKAROA, and LYTTELTON, To-morrow, Tuesday, the 2nd March. Passengers by 10.5 a.m. train. bbox=[955, 746, 1101, 782]
section-title-late-ads: Late Advertisements. bbox=[199, 463, 286, 474]
advertisement: THE Quarterly General Meeting will be held To-morrow Evening, at the Fire Brigade Rooms, at half-past 7 o'clock. bbox=[327, 240, 473, 268]
table-header: Date of Sailing. bbox=[1068, 993, 1101, 1013]
advertisement: Prices: To run by hand ... £4 0 0. Do, with table and treadle ... £6 10 0. Half-cabinet do ... £8 0 0. The above machines can be purchased by weekly payments. bbox=[641, 697, 787, 732]
ad-heading: MONSTER DERBY SWEEP. bbox=[493, 585, 621, 616]
ad-heading: THE MOST VALUABLE BUSINESS SITES IN THE CITY. bbox=[801, 81, 941, 103]
section-title-amusements: AMUSEMENTS. bbox=[955, 34, 1101, 46]
advertisement: THE high reputation of the Singer Manufacturing Company's Sewing Machines has led to numerous attempts to make and sell spurious imitations. The Public are warned against parties advertising or offering for sale imitation Machines as "The American Singer," "On the Singer principle," or "On the Singer system," in violation of the Company's legal rights. The only "Singer" Machines are those made by the Singer Manufacturing Company. bbox=[484, 1039, 630, 1125]
advertisement: WANTED, Cabinetmakers, Turners, and Boys. Apply at Bendle and Co.'s, Bond street. bbox=[327, 1154, 473, 1181]
ad-line: THE SECOND bbox=[534, 573, 580, 583]
ad-line: To Merchants, Importers, Bonded Warehousekeepers, and Others. bbox=[821, 61, 921, 79]
news-paragraph: 3. Mercury will be in inferior conjunction on the 2nd, but will be very favourably situated for some days before and after the 28th when he will be at his greatest elongation W., 27½ degrees nearly. At that time he may be seen about half-an-hour before Alpha Pegasi and Fomalhaut. bbox=[13, 565, 159, 617]
advertisement: TUESDAY, 2nd MARCH, At 2 o'clock. To Timber Merchants, Ship Carpenters, and Others. Ex Moneymick, 193,000 FEET SUPERFICIAL. bbox=[171, 475, 315, 502]
ad-signature: JOHN CARROLL, President. bbox=[386, 270, 473, 280]
ad-line: REMOVING TO bbox=[688, 91, 740, 101]
advertisement: DRAPER'S ASSISTANT. Wanted at Home. Apply to Stephen Barnes, Drapers, Hanover street. bbox=[170, 988, 316, 1016]
source-credit: Dunstan Times. bbox=[270, 348, 316, 358]
advertisement: TENDERS Wanted till noon on Saturday, March 6, for Two Brick Cottages, Forbury. bbox=[798, 830, 944, 849]
ad-line: Will deliver a Public bbox=[369, 80, 431, 89]
advertisement: NOTICE.—The Dairymen in and around Dunedin are requested to meet in the Royal George Hotel on Tuesday, 2nd March, at 9.30. bbox=[327, 766, 473, 793]
lecture-ad-title: THE HON. S. D. HASTINGS bbox=[346, 48, 454, 78]
ad-signature: DAVID ROSS, Architect, Opposite the Criterion. bbox=[800, 892, 944, 902]
advertisement: TENDERS are invited for the undermentioned supplies to above Institution for twelve months, from the 1st March, 1875: Groceries, Bread, Potatoes, Kerosene, Meat, Coals, and Firewood. For further particulars and forms of tender, apply to bbox=[798, 724, 944, 777]
divider bbox=[57, 823, 115, 824]
ad-signature: DAVID ROSS, Architect, Opposite the Criterion. bbox=[800, 925, 944, 935]
advertisement: WANTED, a Waiter, Occidental Hotel, corner Manse and High streets. bbox=[170, 871, 316, 891]
advertisement: SAMSON, s.s., for OAMARU, To-morrow, Tuesday, the 2nd March. Passengers by 7 a.m. train. bbox=[955, 717, 1101, 745]
advertisement: WANGANUI, s.s., for BLUFF, and INVERCARGILL, ON WEDNESDAY NEXT. Cargo received till Monday. bbox=[955, 868, 1101, 896]
advertisement: (Of Blackwall Yard, London), LINE OF STEAM AND SAILING PACKETS Will be despatched from the Sandridge Railway Pier, for London direct, as follows: bbox=[955, 940, 1101, 976]
divider bbox=[484, 793, 630, 795]
advertisement: TO LET, a Four-roomed Cottage in Upper Stafford street. Apply J. S. Mollison. bbox=[327, 1074, 473, 1094]
advertisement: TENDERS Wanted for Four-roomed House at Darley township. Plans and specifications to be seen at Jas. Broadfoot's, Melville street, between Walker and Stafford streets. bbox=[798, 935, 944, 971]
ad-heading: HARBOUR STEAM COMPANY AGENTS bbox=[960, 695, 1096, 717]
advertisement: Admission: Reserved Seats, 3s; second seats, 2s; back seats, one shilling. bbox=[955, 377, 1101, 396]
advertisement: TO LET, a Five-roomed House. Apply Dryden's Store, Russell street. bbox=[327, 924, 473, 944]
ad-heading: NOTICE. bbox=[327, 283, 473, 295]
